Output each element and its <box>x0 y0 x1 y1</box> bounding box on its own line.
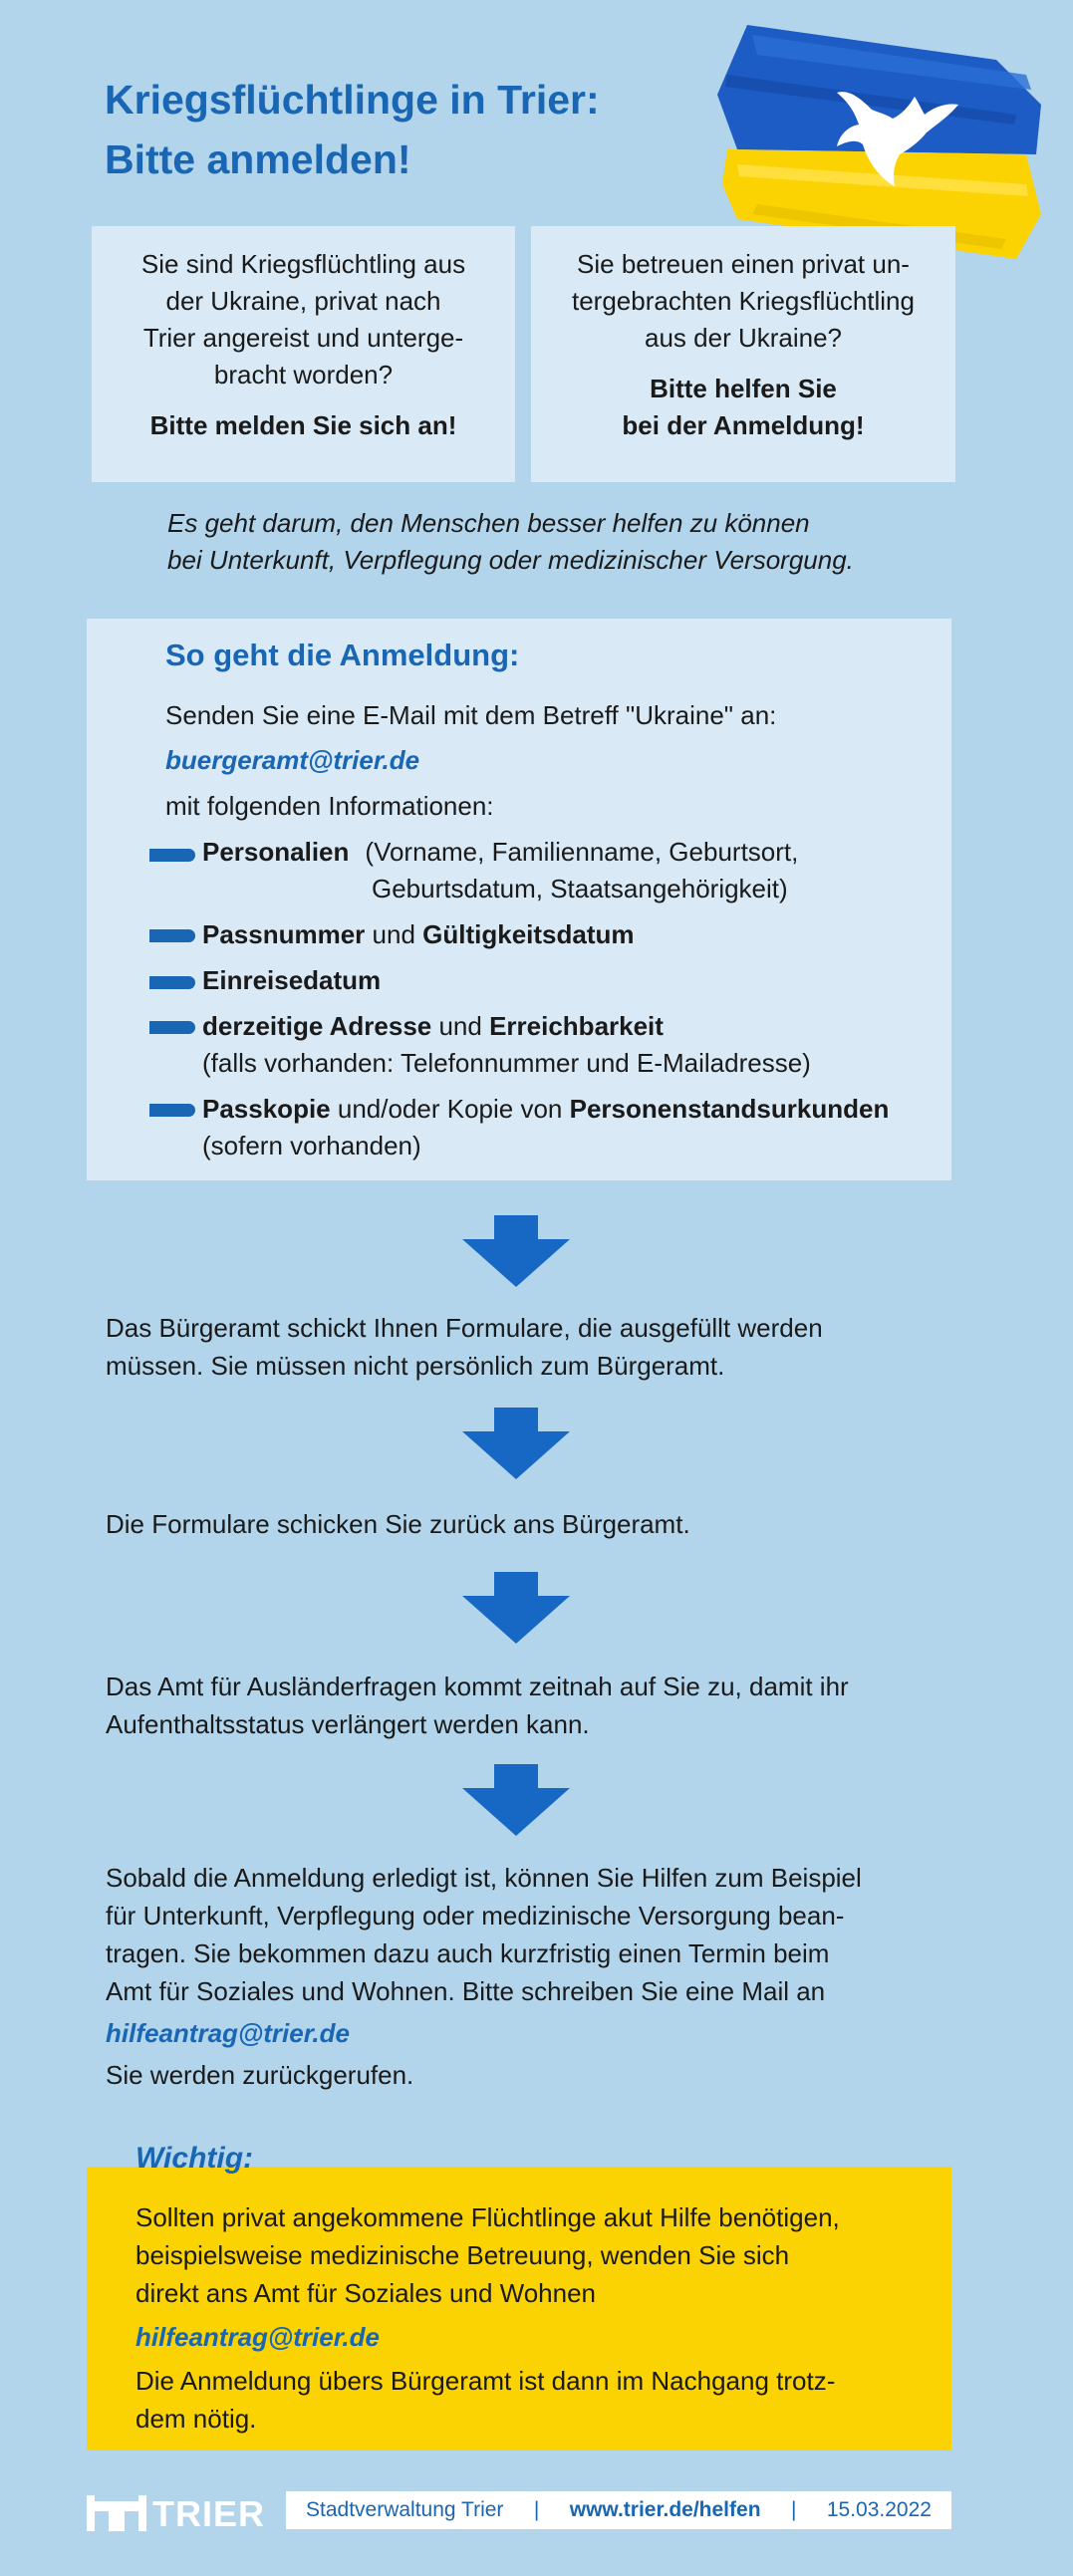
footer-org: Stadtverwaltung Trier <box>306 2498 504 2521</box>
passport-copy-label: Passkopie <box>202 1094 331 1124</box>
bullet-arrow-icon <box>149 1021 195 1034</box>
validity-label: Gültigkeitsdatum <box>422 919 635 949</box>
arrow-down-icon <box>462 1408 570 1479</box>
page-title <box>105 70 722 189</box>
list-item-personal <box>202 834 959 907</box>
flow-step-2: Die Formulare schicken Sie zurück ans Bürgeramt. <box>106 1509 690 1539</box>
important-line: beispielsweise medizinische Betreuung, wenden Sie sich <box>135 2240 790 2270</box>
lead-text <box>167 505 1024 579</box>
list-item-passport <box>202 916 959 953</box>
title-line-1: Kriegsflüchtlinge in Trier: <box>105 77 600 123</box>
helper-line: Sie betreuen einen privat un- <box>577 249 910 279</box>
passport-number-label: Passnummer <box>202 919 366 949</box>
important-end-line-2: dem nötig. <box>135 2404 257 2434</box>
arrow-down-icon <box>462 1215 570 1287</box>
footer-date: 15.03.2022 <box>826 2498 932 2521</box>
flow-step-3-line-2: Aufenthaltsstatus verlängert werden kann. <box>106 1709 590 1739</box>
reachability-label: Erreichbarkeit <box>489 1011 664 1041</box>
important-label: Wichtig: <box>135 2142 254 2175</box>
helper-call-to-action-2: bei der Anmeldung! <box>622 410 865 440</box>
refugee-line: Sie sind Kriegsflüchtling aus <box>140 249 466 279</box>
trier-logo <box>87 2495 266 2535</box>
flow-step-3 <box>106 1668 972 1743</box>
bullet-arrow-icon <box>149 849 195 862</box>
passport-and: und <box>365 919 423 949</box>
flow-step-1-line-2: müssen. Sie müssen nicht persönlich zum Bürgeramt. <box>106 1351 725 1381</box>
refugee-call-to-action: Bitte melden Sie sich an! <box>149 410 457 440</box>
flow-step-4-line: tragen. Sie bekommen dazu auch kurzfristig einen Termin beim <box>106 1938 830 1968</box>
flow-step-4-line: Amt für Soziales und Wohnen. Bitte schreiben Sie eine Mail an <box>106 1976 826 2006</box>
list-item-address <box>202 1008 959 1082</box>
bullet-arrow-icon <box>149 1104 195 1117</box>
title-line-2: Bitte anmelden! <box>105 136 411 182</box>
helper-line: tergebrachten Kriegsflüchtling <box>572 286 915 316</box>
footer-separator: | <box>790 2498 797 2521</box>
refugee-line: Trier angereist und unterge- <box>142 323 464 353</box>
trier-gate-logo <box>87 2495 146 2531</box>
personal-label: Personalien <box>202 837 350 867</box>
registration-title: So geht die Anmeldung: <box>165 638 520 672</box>
footer-url-link[interactable]: www.trier.de/helfen <box>569 2498 761 2521</box>
refugee-info-box <box>92 226 515 482</box>
flow-step-3-line-1: Das Amt für Ausländerfragen kommt zeitnah auf Sie zu, damit ihr <box>106 1672 849 1701</box>
personal-line-2: Geburtsdatum, Staatsangehörigkeit) <box>372 874 788 903</box>
bullet-arrow-icon <box>149 976 195 989</box>
address-and: und <box>431 1011 490 1041</box>
flow-step-4-end: Sie werden zurückgerufen. <box>106 2060 414 2090</box>
flow-step-1-line-1: Das Bürgeramt schickt Ihnen Formulare, die ausgefüllt werden <box>106 1313 823 1343</box>
helper-line: aus der Ukraine? <box>645 323 842 353</box>
list-item-copies <box>202 1091 959 1164</box>
personal-line-1: (Vorname, Familienname, Geburtsort, <box>365 837 799 867</box>
address-label: derzeitige Adresse <box>202 1011 432 1041</box>
entry-date-label: Einreisedatum <box>202 965 382 995</box>
footer-bar <box>286 2491 951 2529</box>
helper-call-to-action-1: Bitte helfen Sie <box>650 374 837 403</box>
flow-step-4-line: Sobald die Anmeldung erledigt ist, können Sie Hilfen zum Beispiel <box>106 1863 862 1893</box>
registration-with-info: mit folgenden Informationen: <box>165 791 494 821</box>
important-end-line-1: Die Anmeldung übers Bürgeramt ist dann im Nachgang trotz- <box>135 2366 836 2396</box>
civil-status-label: Personenstandsurkunden <box>569 1094 890 1124</box>
registration-intro: Senden Sie eine E-Mail mit dem Betreff "Ukraine" an: <box>165 700 777 730</box>
footer-separator: | <box>533 2498 540 2521</box>
helper-info-box <box>531 226 955 482</box>
refugee-line: bracht worden? <box>213 360 394 389</box>
lead-line-2: bei Unterkunft, Verpflegung oder medizinischer Versorgung. <box>167 545 854 575</box>
important-line: Sollten privat angekommene Flüchtlinge akut Hilfe benötigen, <box>135 2202 840 2232</box>
important-text <box>135 2198 933 2438</box>
buergeramt-email-link[interactable]: buergeramt@trier.de <box>165 745 420 775</box>
hilfeantrag-email-link[interactable]: hilfeantrag@trier.de <box>106 2018 350 2048</box>
flow-step-4 <box>106 1859 972 2094</box>
trier-logo-text: TRIER <box>152 2493 265 2534</box>
list-item-entry-date <box>202 962 959 999</box>
address-note: (falls vorhanden: Telefonnummer und E-Mailadresse) <box>202 1048 811 1078</box>
flow-step-4-line: für Unterkunft, Verpflegung oder medizinische Versorgung bean- <box>106 1901 845 1931</box>
flow-step-1 <box>106 1309 972 1385</box>
lead-line-1: Es geht darum, den Menschen besser helfen zu können <box>167 508 810 538</box>
arrow-down-icon <box>462 1764 570 1836</box>
copy-note: (sofern vorhanden) <box>202 1131 421 1160</box>
important-line: direkt ans Amt für Soziales und Wohnen <box>135 2278 596 2308</box>
copy-mid-text: und/oder Kopie von <box>330 1094 570 1124</box>
refugee-line: der Ukraine, privat nach <box>165 286 441 316</box>
bullet-arrow-icon <box>149 929 195 942</box>
arrow-down-icon <box>462 1572 570 1644</box>
important-email-link[interactable]: hilfeantrag@trier.de <box>135 2322 380 2352</box>
